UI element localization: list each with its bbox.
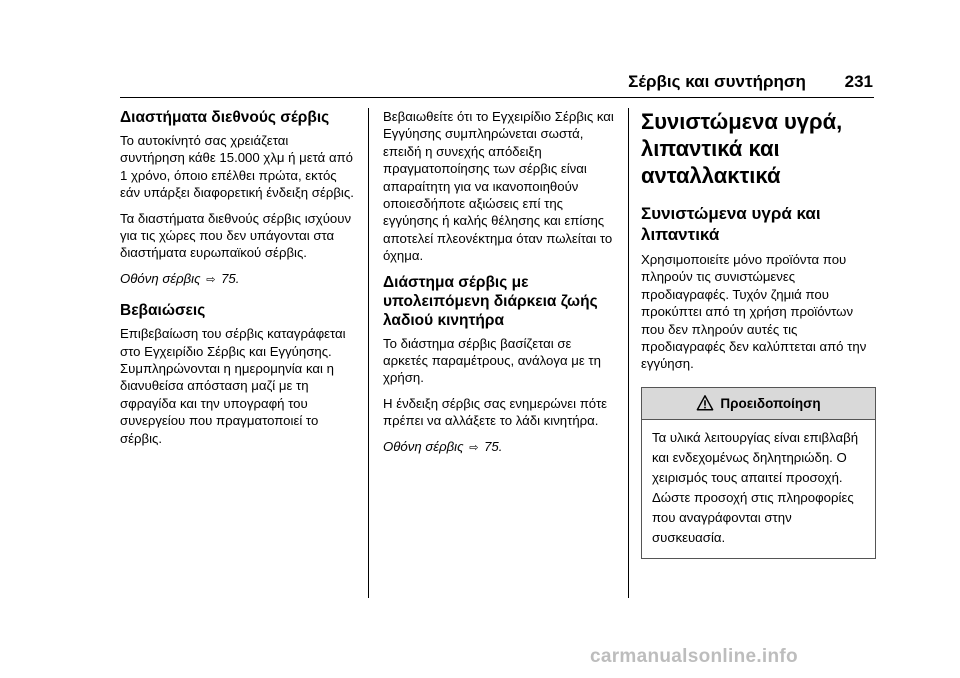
paragraph: Τα διαστήματα διεθνούς σέρβις ισχύουν για τις χώρες που δεν υπάγονται στα διαστήματα ευρωπαϊκού σέρβις. xyxy=(120,210,352,261)
paragraph: Το αυτοκίνητό σας χρειάζεται συντήρηση κάθε 15.000 χλμ ή μετά από 1 χρόνο, όποιο επέλθει πρώτα, εκτός εάν υπάρξει διαφορετική ένδειξη σέρβις. xyxy=(120,133,354,201)
column-1 xyxy=(120,108,355,455)
subheading-fluids: Συνιστώμενα υγρά και λιπαντικά xyxy=(641,204,821,244)
ref-text: Οθόνη σέρβις xyxy=(383,438,464,454)
paragraph: Χρησιμοποιείτε μόνο προϊόντα που πληρούν τις συνιστώμενες προδιαγραφές. Τυχόν ζημιά που προκύπτει από τη χρήση προϊόντων που δεν πληρούν αυτές τις προδιαγραφές δεν καλύπτεται από την εγγύηση. xyxy=(641,252,867,372)
column-3 xyxy=(641,108,876,559)
warning-triangle-icon xyxy=(696,394,714,412)
arrow-right-circle-icon: ⇨ xyxy=(206,273,216,286)
ref-page: 75 xyxy=(484,438,499,454)
section-title: Σέρβις και συντήρηση xyxy=(628,72,806,91)
heading-confirmations: Βεβαιώσεις xyxy=(120,302,206,320)
chapter-heading: Συνιστώμενα υγρά, λιπαντικά και ανταλλακτικά xyxy=(641,109,843,188)
arrow-right-circle-icon: ⇨ xyxy=(469,441,479,454)
paragraph: Η ένδειξη σέρβις σας ενημερώνει πότε πρέπει να αλλάξετε το λάδι κινητήρα. xyxy=(383,395,608,429)
warning-box xyxy=(641,387,876,559)
column-divider-1 xyxy=(368,108,369,598)
paragraph: Επιβεβαίωση του σέρβις καταγράφεται στο Εγχειρίδιο Σέρβις και Εγγύησης. Συμπληρώνονται η ημερομηνία και η διανυθείσα απόσταση μαζί με τη σφραγίδα και την υπογραφή του συνεργείου που πραγματοποιεί το σέρβις. xyxy=(120,326,346,446)
cross-reference-link[interactable]: Οθόνη σέρβις ⇨ 75. xyxy=(383,438,503,454)
watermark-logo: carmanualsonline.info xyxy=(590,646,798,667)
paragraph: Το διάστημα σέρβις βασίζεται σε αρκετές παραμέτρους, ανάλογα με τη χρήση. xyxy=(383,335,601,386)
ref-page: 75 xyxy=(221,270,236,286)
header-divider xyxy=(120,97,874,98)
warning-title: Προειδοποίηση xyxy=(720,395,821,411)
ref-text: Οθόνη σέρβις xyxy=(120,270,201,286)
page-number: 231 xyxy=(844,72,873,91)
heading-service-intervals: Διαστήματα διεθνούς σέρβις xyxy=(120,109,330,126)
paragraph: Βεβαιωθείτε ότι το Εγχειρίδιο Σέρβις και Εγγύησης συμπληρώνεται σωστά, επειδή η συνεχής απόδειξη πραγματοποίησης των σέρβις είναι απαραίτητη για να ικανοποιηθούν οποιεσδήποτε αξιώσεις επί της εγγύησης ή καλής θέλησης και επίσης αποτελεί πλεονέκτημα όταν πωλείται το όχημα. xyxy=(383,109,614,264)
column-divider-2 xyxy=(628,108,629,598)
cross-reference-link[interactable]: Οθόνη σέρβις ⇨ 75. xyxy=(120,270,240,286)
heading-oil-life-interval: Διάστημα σέρβις με υπολειπόμενη διάρκεια ζωής λαδιού κινητήρα xyxy=(383,273,598,329)
column-2 xyxy=(383,108,618,465)
page-header xyxy=(0,72,873,96)
warning-header xyxy=(642,388,875,420)
warning-text: Τα υλικά λειτουργίας είναι επιβλαβή και ενδεχομένως δηλητηριώδη. Ο χειρισμός τους απαιτεί προσοχή. Δώστε προσοχή στις πληροφορίες που αναγράφονται στην συσκευασία. xyxy=(652,429,859,545)
